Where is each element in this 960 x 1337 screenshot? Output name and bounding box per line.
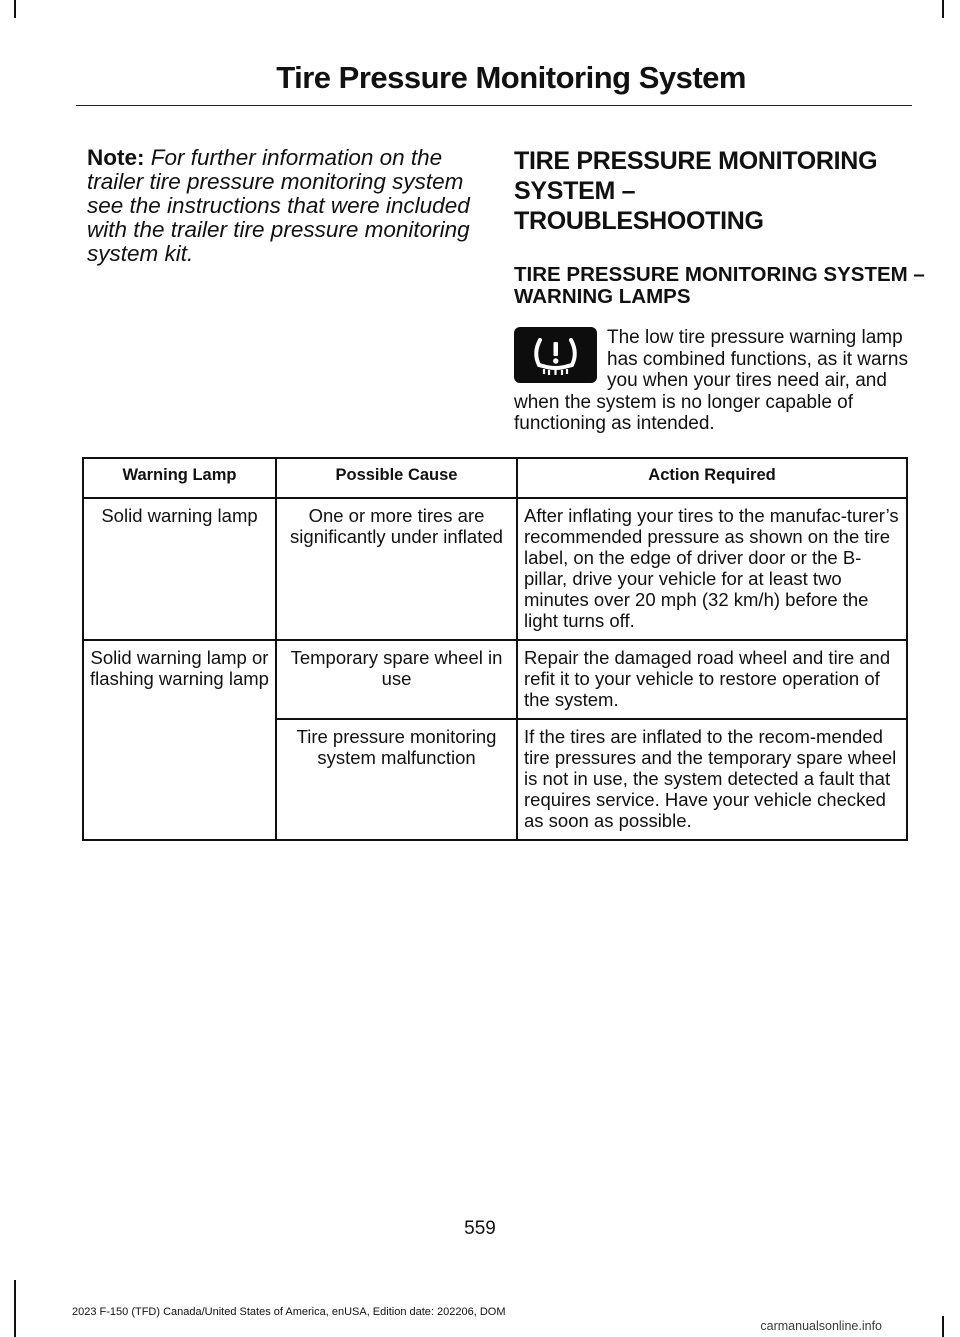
section-heading-line-1: TIRE PRESSURE MONITORING — [514, 147, 878, 175]
section-heading-line-3: TROUBLESHOOTING — [514, 207, 764, 235]
note-text: For further information on the trailer tire pressure monitoring system see the instructions that were included with the trailer tire pressure monitoring system kit. — [87, 145, 470, 266]
crop-mark-top-left — [14, 0, 16, 18]
cell-warning-lamp: Solid warning lamp — [83, 498, 276, 640]
subsection-heading: TIRE PRESSURE MONITORING SYSTEM – WARNING LAMPS — [514, 263, 925, 308]
table-row — [83, 640, 907, 719]
column-header-action-required: Action Required — [517, 458, 907, 498]
column-header-warning-lamp: Warning Lamp — [83, 458, 276, 498]
tire-pressure-warning-icon — [514, 327, 597, 383]
crop-mark-bottom-left — [14, 1280, 16, 1337]
watermark: carmanualsonline.info — [760, 1319, 882, 1333]
table-header-row — [83, 458, 907, 498]
cell-action-required: After inflating your tires to the manufac-turer’s recommended pressure as shown on the tire label, on the edge of driver door or the B-pillar, drive your vehicle for at least two minutes over 20 mph (32 km/h) before the light turns off. — [517, 498, 907, 640]
column-header-possible-cause: Possible Cause — [276, 458, 517, 498]
tire-pressure-warning-icon-graphic — [514, 327, 597, 383]
crop-mark-top-right — [942, 0, 944, 18]
warning-lamp-table — [82, 457, 908, 841]
cell-possible-cause: Tire pressure monitoring system malfunction — [276, 719, 517, 840]
section-heading-line-2: SYSTEM – — [514, 177, 636, 205]
crop-mark-bottom-right — [942, 1316, 944, 1337]
note-paragraph — [87, 146, 497, 266]
section-heading — [514, 146, 934, 236]
lamp-description-text: The low tire pressure warning lamp has combined functions, as it warns you when your tires need air, and when the system is no longer capable of functioning as intended. — [514, 327, 908, 434]
page-number: 559 — [464, 1218, 496, 1239]
note-label: Note: — [87, 145, 145, 170]
page-header-title: Tire Pressure Monitoring System — [276, 60, 746, 95]
cell-warning-lamp: Solid warning lamp or flashing warning lamp — [83, 640, 276, 840]
cell-possible-cause: Temporary spare wheel in use — [276, 640, 517, 719]
cell-action-required: Repair the damaged road wheel and tire and refit it to your vehicle to restore operation of the system. — [517, 640, 907, 719]
cell-possible-cause: One or more tires are significantly under inflated — [276, 498, 517, 640]
edition-footer: 2023 F-150 (TFD) Canada/United States of America, enUSA, Edition date: 202206, DOM — [72, 1306, 506, 1318]
table-row — [83, 498, 907, 640]
cell-action-required: If the tires are inflated to the recom-mended tire pressures and the temporary spare wheel is not in use, the system detected a fault that requires service. Have your vehicle checked as soon as possible. — [517, 719, 907, 840]
header-divider — [76, 105, 912, 106]
